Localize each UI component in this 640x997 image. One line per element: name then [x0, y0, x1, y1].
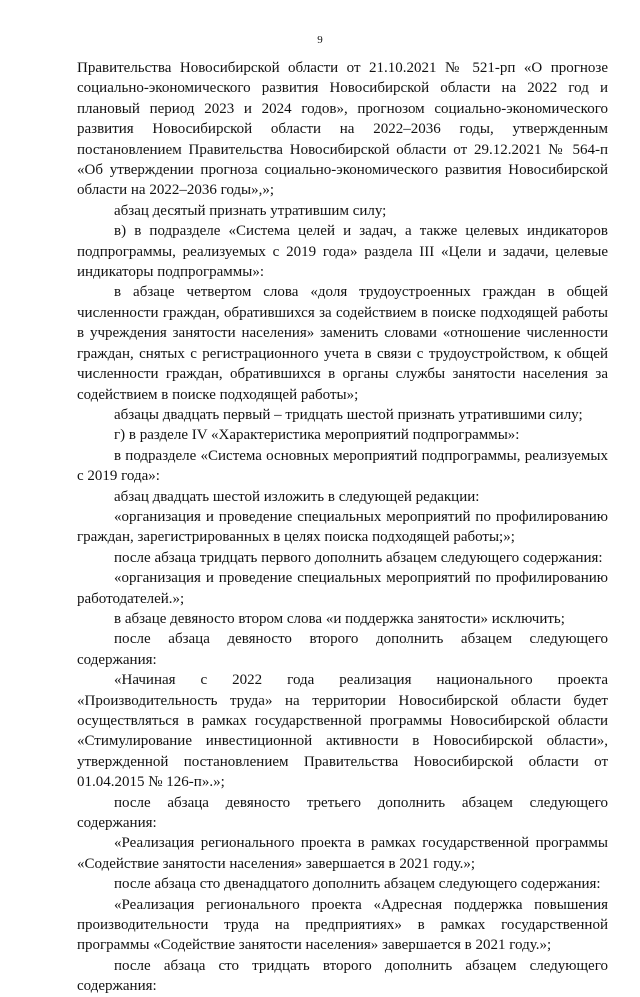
paragraph: абзац двадцать шестой изложить в следующей редакции: [114, 488, 480, 505]
page-number: 9 [317, 34, 323, 46]
paragraph: абзацы двадцать первый – тридцать шестой признать утратившими силу; [114, 406, 583, 423]
paragraph: после абзаца девяносто второго дополнить абзацем следующего содержания: [77, 631, 608, 668]
paragraph: после абзаца сто двенадцатого дополнить абзацем следующего содержания: [114, 876, 601, 893]
paragraph: в) в подразделе «Система целей и задач, а также целевых индикаторов подпрограммы, реализуемых с 2019 года» раздела III «Цели и задачи, целевые индикаторы подпрограммы»: [77, 223, 608, 281]
paragraph: «организация и проведение специальных мероприятий по профилированию работодателей.»; [77, 570, 608, 607]
paragraph: г) в разделе IV «Характеристика мероприятий подпрограммы»: [114, 427, 520, 444]
paragraph: «Реализация регионального проекта в рамках государственной программы «Содействие занятости населения» завершается в 2021 году.»; [77, 835, 608, 872]
paragraph: после абзаца девяносто третьего дополнить абзацем следующего содержания: [77, 794, 608, 832]
paragraph: «Начиная с 2022 года реализация национального проекта «Производительность труда» на территории Новосибирской области будет осуществляться в рамках государственной программы Новосибирской области «Стимулирование инвестиционной активности в Новосибирской области», утвержденной постановлением Правительства Новосибирской области от 01.04.2015 № 126-п».»; [77, 672, 608, 791]
paragraph: «организация и проведение специальных мероприятий по профилированию граждан, зарегистрированных в целях поиска подходящей работы;»; [77, 508, 608, 546]
paragraph: в абзаце четвертом слова «доля трудоустроенных граждан в общей численности граждан, обратившихся за содействием в поиске подходящей работы в учреждения занятости населения» заменить словами «отношение численности граждан, снятых с регистрационного учета в связи с трудоустройством, к общей численности граждан, обратившихся в органы службы занятости населения за содействием в поиске подходящей работы»; [77, 284, 608, 403]
paragraph: после абзаца сто тридцать второго дополнить абзацем следующего содержания: [77, 957, 608, 995]
paragraph: «Реализация регионального проекта «Адресная поддержка повышения производительности труда на предприятиях» в рамках государственной программы «Содействие занятости населения» завершается в 2021 году.»; [77, 896, 608, 954]
paragraph: абзац десятый признать утратившим силу; [114, 202, 387, 219]
paragraph: Правительства Новосибирской области от 21.10.2021 № 521-рп «О прогнозе социально-экономического развития Новосибирской области на 2022 год и плановый период 2023 и 2024 годов», прогнозом социально-экономического развития Новосибирской области на 2022–2036 годы, утвержденным постановлением Правительства Новосибирской области от 29.12.2021 № 564-п «Об утверждении прогноза социально-экономического развития Новосибирской области на 2022–2036 годы»,»; [77, 60, 608, 199]
paragraph: в подразделе «Система основных мероприятий подпрограммы, реализуемых с 2019 года»: [77, 447, 608, 485]
paragraph: после абзаца тридцать первого дополнить абзацем следующего содержания: [114, 549, 603, 566]
document-body [77, 58, 608, 997]
paragraph: в абзаце девяносто втором слова «и поддержка занятости» исключить; [114, 610, 565, 627]
